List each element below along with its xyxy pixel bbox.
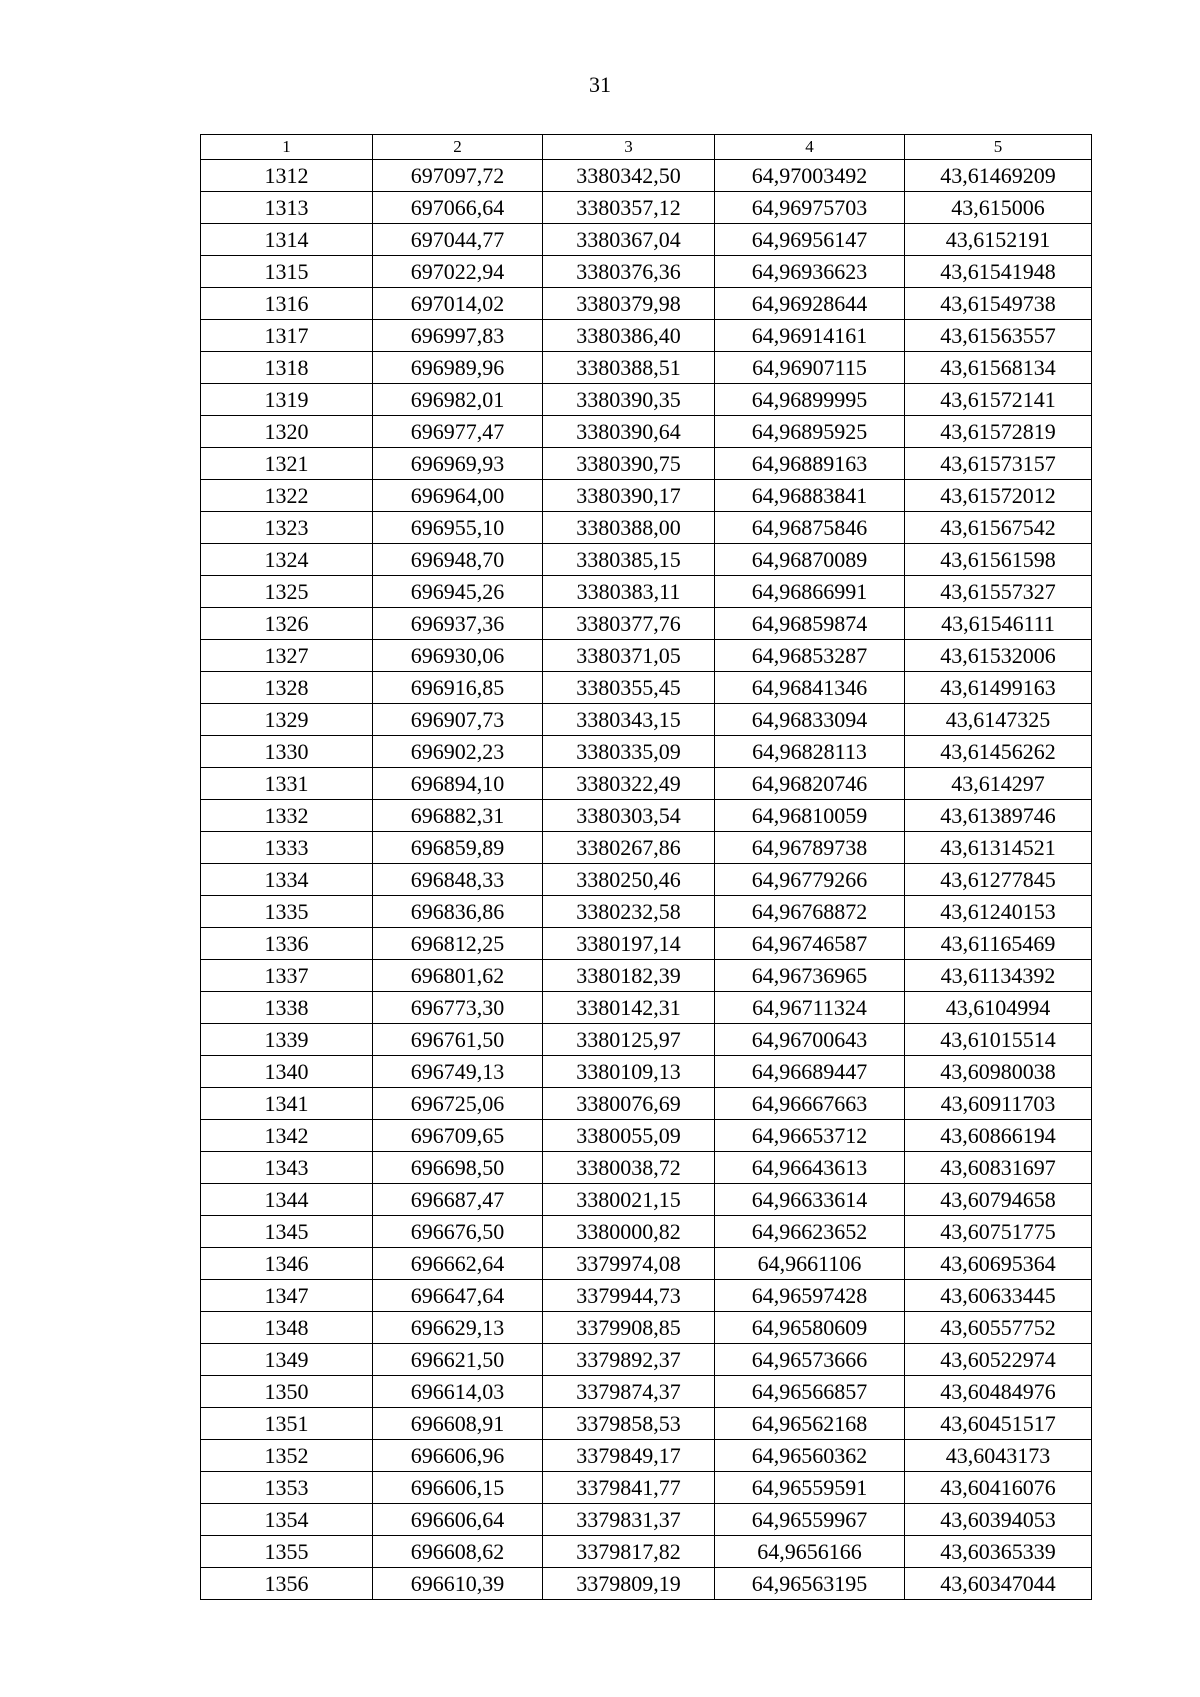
table-row [201, 1152, 1092, 1184]
x-coordinate-cell: 696606,15 [373, 1472, 543, 1504]
coordinates-table [200, 134, 1092, 1600]
latitude-cell: 64,96899995 [715, 384, 905, 416]
longitude-cell: 43,60484976 [905, 1376, 1092, 1408]
longitude-cell: 43,60347044 [905, 1568, 1092, 1600]
y-coordinate-cell: 3380303,54 [543, 800, 715, 832]
latitude-cell: 64,96559591 [715, 1472, 905, 1504]
y-coordinate-cell: 3380021,15 [543, 1184, 715, 1216]
x-coordinate-cell: 696676,50 [373, 1216, 543, 1248]
x-coordinate-cell: 696812,25 [373, 928, 543, 960]
point-number-cell: 1347 [201, 1280, 373, 1312]
y-coordinate-cell: 3380125,97 [543, 1024, 715, 1056]
latitude-cell: 64,96914161 [715, 320, 905, 352]
table-header [201, 135, 1092, 160]
y-coordinate-cell: 3380377,76 [543, 608, 715, 640]
latitude-cell: 64,96736965 [715, 960, 905, 992]
x-coordinate-cell: 696964,00 [373, 480, 543, 512]
point-number-cell: 1345 [201, 1216, 373, 1248]
y-coordinate-cell: 3379831,37 [543, 1504, 715, 1536]
table-row [201, 960, 1092, 992]
table-row [201, 992, 1092, 1024]
y-coordinate-cell: 3379892,37 [543, 1344, 715, 1376]
y-coordinate-cell: 3379874,37 [543, 1376, 715, 1408]
longitude-cell: 43,6104994 [905, 992, 1092, 1024]
point-number-cell: 1319 [201, 384, 373, 416]
point-number-cell: 1320 [201, 416, 373, 448]
latitude-cell: 64,96711324 [715, 992, 905, 1024]
table-row [201, 1056, 1092, 1088]
column-header-3: 3 [543, 135, 715, 160]
longitude-cell: 43,61546111 [905, 608, 1092, 640]
longitude-cell: 43,61557327 [905, 576, 1092, 608]
x-coordinate-cell: 696725,06 [373, 1088, 543, 1120]
table-row [201, 224, 1092, 256]
table-row [201, 448, 1092, 480]
point-number-cell: 1326 [201, 608, 373, 640]
y-coordinate-cell: 3380197,14 [543, 928, 715, 960]
x-coordinate-cell: 696882,31 [373, 800, 543, 832]
x-coordinate-cell: 697022,94 [373, 256, 543, 288]
x-coordinate-cell: 697014,02 [373, 288, 543, 320]
latitude-cell: 64,96870089 [715, 544, 905, 576]
latitude-cell: 64,96820746 [715, 768, 905, 800]
point-number-cell: 1315 [201, 256, 373, 288]
point-number-cell: 1323 [201, 512, 373, 544]
x-coordinate-cell: 697066,64 [373, 192, 543, 224]
column-header-2: 2 [373, 135, 543, 160]
table-row [201, 1440, 1092, 1472]
table-row [201, 800, 1092, 832]
latitude-cell: 64,96810059 [715, 800, 905, 832]
point-number-cell: 1324 [201, 544, 373, 576]
point-number-cell: 1355 [201, 1536, 373, 1568]
longitude-cell: 43,60866194 [905, 1120, 1092, 1152]
x-coordinate-cell: 697044,77 [373, 224, 543, 256]
table-row [201, 1568, 1092, 1600]
longitude-cell: 43,60695364 [905, 1248, 1092, 1280]
x-coordinate-cell: 696989,96 [373, 352, 543, 384]
point-number-cell: 1333 [201, 832, 373, 864]
table-row [201, 256, 1092, 288]
table-row [201, 1216, 1092, 1248]
x-coordinate-cell: 696907,73 [373, 704, 543, 736]
table-row [201, 160, 1092, 192]
table-row [201, 896, 1092, 928]
point-number-cell: 1343 [201, 1152, 373, 1184]
latitude-cell: 64,96563195 [715, 1568, 905, 1600]
y-coordinate-cell: 3379849,17 [543, 1440, 715, 1472]
table-row [201, 832, 1092, 864]
x-coordinate-cell: 696606,64 [373, 1504, 543, 1536]
table-row [201, 1376, 1092, 1408]
y-coordinate-cell: 3380000,82 [543, 1216, 715, 1248]
y-coordinate-cell: 3380390,35 [543, 384, 715, 416]
table-row [201, 320, 1092, 352]
table-row [201, 1088, 1092, 1120]
table-row [201, 1408, 1092, 1440]
table-row [201, 640, 1092, 672]
longitude-cell: 43,614297 [905, 768, 1092, 800]
x-coordinate-cell: 696977,47 [373, 416, 543, 448]
y-coordinate-cell: 3380335,09 [543, 736, 715, 768]
y-coordinate-cell: 3380142,31 [543, 992, 715, 1024]
longitude-cell: 43,60633445 [905, 1280, 1092, 1312]
x-coordinate-cell: 696687,47 [373, 1184, 543, 1216]
y-coordinate-cell: 3380376,36 [543, 256, 715, 288]
y-coordinate-cell: 3380322,49 [543, 768, 715, 800]
y-coordinate-cell: 3380232,58 [543, 896, 715, 928]
x-coordinate-cell: 696997,83 [373, 320, 543, 352]
point-number-cell: 1334 [201, 864, 373, 896]
latitude-cell: 64,9661106 [715, 1248, 905, 1280]
point-number-cell: 1339 [201, 1024, 373, 1056]
point-number-cell: 1331 [201, 768, 373, 800]
longitude-cell: 43,61563557 [905, 320, 1092, 352]
point-number-cell: 1327 [201, 640, 373, 672]
x-coordinate-cell: 696916,85 [373, 672, 543, 704]
longitude-cell: 43,6152191 [905, 224, 1092, 256]
point-number-cell: 1350 [201, 1376, 373, 1408]
longitude-cell: 43,61541948 [905, 256, 1092, 288]
point-number-cell: 1321 [201, 448, 373, 480]
table-body [201, 160, 1092, 1600]
latitude-cell: 64,97003492 [715, 160, 905, 192]
column-header-5: 5 [905, 135, 1092, 160]
table-row [201, 576, 1092, 608]
point-number-cell: 1346 [201, 1248, 373, 1280]
longitude-cell: 43,60751775 [905, 1216, 1092, 1248]
x-coordinate-cell: 696801,62 [373, 960, 543, 992]
point-number-cell: 1336 [201, 928, 373, 960]
latitude-cell: 64,96779266 [715, 864, 905, 896]
column-header-1: 1 [201, 135, 373, 160]
longitude-cell: 43,61567542 [905, 512, 1092, 544]
longitude-cell: 43,61573157 [905, 448, 1092, 480]
table-row [201, 512, 1092, 544]
table-row [201, 192, 1092, 224]
y-coordinate-cell: 3380388,00 [543, 512, 715, 544]
longitude-cell: 43,61499163 [905, 672, 1092, 704]
point-number-cell: 1316 [201, 288, 373, 320]
x-coordinate-cell: 696773,30 [373, 992, 543, 1024]
longitude-cell: 43,61469209 [905, 160, 1092, 192]
y-coordinate-cell: 3380385,15 [543, 544, 715, 576]
point-number-cell: 1312 [201, 160, 373, 192]
x-coordinate-cell: 696647,64 [373, 1280, 543, 1312]
table-row [201, 928, 1092, 960]
latitude-cell: 64,96789738 [715, 832, 905, 864]
x-coordinate-cell: 696761,50 [373, 1024, 543, 1056]
y-coordinate-cell: 3380357,12 [543, 192, 715, 224]
longitude-cell: 43,615006 [905, 192, 1092, 224]
table-row [201, 672, 1092, 704]
x-coordinate-cell: 696937,36 [373, 608, 543, 640]
point-number-cell: 1335 [201, 896, 373, 928]
latitude-cell: 64,96700643 [715, 1024, 905, 1056]
point-number-cell: 1313 [201, 192, 373, 224]
latitude-cell: 64,96643613 [715, 1152, 905, 1184]
y-coordinate-cell: 3380250,46 [543, 864, 715, 896]
latitude-cell: 64,96859874 [715, 608, 905, 640]
latitude-cell: 64,96566857 [715, 1376, 905, 1408]
latitude-cell: 64,96883841 [715, 480, 905, 512]
longitude-cell: 43,61456262 [905, 736, 1092, 768]
table-row [201, 1312, 1092, 1344]
table-row [201, 704, 1092, 736]
longitude-cell: 43,61532006 [905, 640, 1092, 672]
point-number-cell: 1340 [201, 1056, 373, 1088]
x-coordinate-cell: 696709,65 [373, 1120, 543, 1152]
y-coordinate-cell: 3379974,08 [543, 1248, 715, 1280]
longitude-cell: 43,61389746 [905, 800, 1092, 832]
y-coordinate-cell: 3380388,51 [543, 352, 715, 384]
point-number-cell: 1349 [201, 1344, 373, 1376]
longitude-cell: 43,60831697 [905, 1152, 1092, 1184]
table-row [201, 1184, 1092, 1216]
x-coordinate-cell: 697097,72 [373, 160, 543, 192]
longitude-cell: 43,61314521 [905, 832, 1092, 864]
y-coordinate-cell: 3380109,13 [543, 1056, 715, 1088]
x-coordinate-cell: 696969,93 [373, 448, 543, 480]
y-coordinate-cell: 3380076,69 [543, 1088, 715, 1120]
longitude-cell: 43,61165469 [905, 928, 1092, 960]
point-number-cell: 1354 [201, 1504, 373, 1536]
longitude-cell: 43,61277845 [905, 864, 1092, 896]
longitude-cell: 43,61561598 [905, 544, 1092, 576]
point-number-cell: 1314 [201, 224, 373, 256]
table-row [201, 736, 1092, 768]
latitude-cell: 64,96828113 [715, 736, 905, 768]
table-row [201, 1536, 1092, 1568]
latitude-cell: 64,96956147 [715, 224, 905, 256]
latitude-cell: 64,96667663 [715, 1088, 905, 1120]
table-row [201, 352, 1092, 384]
x-coordinate-cell: 696614,03 [373, 1376, 543, 1408]
table-row [201, 864, 1092, 896]
longitude-cell: 43,6147325 [905, 704, 1092, 736]
point-number-cell: 1348 [201, 1312, 373, 1344]
y-coordinate-cell: 3380355,45 [543, 672, 715, 704]
point-number-cell: 1330 [201, 736, 373, 768]
point-number-cell: 1341 [201, 1088, 373, 1120]
point-number-cell: 1342 [201, 1120, 373, 1152]
latitude-cell: 64,96895925 [715, 416, 905, 448]
longitude-cell: 43,61015514 [905, 1024, 1092, 1056]
longitude-cell: 43,60451517 [905, 1408, 1092, 1440]
latitude-cell: 64,96768872 [715, 896, 905, 928]
point-number-cell: 1353 [201, 1472, 373, 1504]
x-coordinate-cell: 696662,64 [373, 1248, 543, 1280]
table-row [201, 1280, 1092, 1312]
table-row [201, 1120, 1092, 1152]
latitude-cell: 64,96573666 [715, 1344, 905, 1376]
longitude-cell: 43,60365339 [905, 1536, 1092, 1568]
x-coordinate-cell: 696955,10 [373, 512, 543, 544]
table-row [201, 1504, 1092, 1536]
y-coordinate-cell: 3380367,04 [543, 224, 715, 256]
table-row [201, 480, 1092, 512]
latitude-cell: 64,96841346 [715, 672, 905, 704]
x-coordinate-cell: 696608,62 [373, 1536, 543, 1568]
point-number-cell: 1322 [201, 480, 373, 512]
x-coordinate-cell: 696621,50 [373, 1344, 543, 1376]
table-row [201, 1344, 1092, 1376]
table-row [201, 416, 1092, 448]
y-coordinate-cell: 3379841,77 [543, 1472, 715, 1504]
table-row [201, 768, 1092, 800]
x-coordinate-cell: 696930,06 [373, 640, 543, 672]
point-number-cell: 1337 [201, 960, 373, 992]
longitude-cell: 43,60794658 [905, 1184, 1092, 1216]
x-coordinate-cell: 696894,10 [373, 768, 543, 800]
point-number-cell: 1351 [201, 1408, 373, 1440]
y-coordinate-cell: 3380383,11 [543, 576, 715, 608]
y-coordinate-cell: 3380390,75 [543, 448, 715, 480]
longitude-cell: 43,61134392 [905, 960, 1092, 992]
point-number-cell: 1344 [201, 1184, 373, 1216]
y-coordinate-cell: 3380055,09 [543, 1120, 715, 1152]
table-row [201, 384, 1092, 416]
table-row [201, 288, 1092, 320]
y-coordinate-cell: 3380386,40 [543, 320, 715, 352]
y-coordinate-cell: 3379858,53 [543, 1408, 715, 1440]
y-coordinate-cell: 3379944,73 [543, 1280, 715, 1312]
y-coordinate-cell: 3380038,72 [543, 1152, 715, 1184]
y-coordinate-cell: 3379908,85 [543, 1312, 715, 1344]
x-coordinate-cell: 696610,39 [373, 1568, 543, 1600]
x-coordinate-cell: 696836,86 [373, 896, 543, 928]
latitude-cell: 64,96975703 [715, 192, 905, 224]
longitude-cell: 43,60911703 [905, 1088, 1092, 1120]
point-number-cell: 1318 [201, 352, 373, 384]
latitude-cell: 64,96889163 [715, 448, 905, 480]
point-number-cell: 1338 [201, 992, 373, 1024]
latitude-cell: 64,96580609 [715, 1312, 905, 1344]
point-number-cell: 1332 [201, 800, 373, 832]
y-coordinate-cell: 3380267,86 [543, 832, 715, 864]
longitude-cell: 43,60557752 [905, 1312, 1092, 1344]
latitude-cell: 64,96633614 [715, 1184, 905, 1216]
point-number-cell: 1352 [201, 1440, 373, 1472]
longitude-cell: 43,61568134 [905, 352, 1092, 384]
latitude-cell: 64,96833094 [715, 704, 905, 736]
latitude-cell: 64,96875846 [715, 512, 905, 544]
point-number-cell: 1356 [201, 1568, 373, 1600]
longitude-cell: 43,60416076 [905, 1472, 1092, 1504]
y-coordinate-cell: 3379817,82 [543, 1536, 715, 1568]
x-coordinate-cell: 696698,50 [373, 1152, 543, 1184]
latitude-cell: 64,9656166 [715, 1536, 905, 1568]
latitude-cell: 64,96653712 [715, 1120, 905, 1152]
longitude-cell: 43,60980038 [905, 1056, 1092, 1088]
latitude-cell: 64,96866991 [715, 576, 905, 608]
x-coordinate-cell: 696945,26 [373, 576, 543, 608]
x-coordinate-cell: 696606,96 [373, 1440, 543, 1472]
y-coordinate-cell: 3380379,98 [543, 288, 715, 320]
x-coordinate-cell: 696608,91 [373, 1408, 543, 1440]
longitude-cell: 43,61240153 [905, 896, 1092, 928]
y-coordinate-cell: 3379809,19 [543, 1568, 715, 1600]
latitude-cell: 64,96689447 [715, 1056, 905, 1088]
longitude-cell: 43,60522974 [905, 1344, 1092, 1376]
longitude-cell: 43,61572012 [905, 480, 1092, 512]
y-coordinate-cell: 3380343,15 [543, 704, 715, 736]
point-number-cell: 1325 [201, 576, 373, 608]
page-number: 31 [589, 72, 611, 97]
y-coordinate-cell: 3380390,17 [543, 480, 715, 512]
latitude-cell: 64,96746587 [715, 928, 905, 960]
x-coordinate-cell: 696749,13 [373, 1056, 543, 1088]
latitude-cell: 64,96853287 [715, 640, 905, 672]
y-coordinate-cell: 3380371,05 [543, 640, 715, 672]
header-row [201, 135, 1092, 160]
x-coordinate-cell: 696859,89 [373, 832, 543, 864]
table-row [201, 544, 1092, 576]
table-row [201, 1472, 1092, 1504]
x-coordinate-cell: 696629,13 [373, 1312, 543, 1344]
column-header-4: 4 [715, 135, 905, 160]
y-coordinate-cell: 3380182,39 [543, 960, 715, 992]
longitude-cell: 43,6043173 [905, 1440, 1092, 1472]
longitude-cell: 43,61572819 [905, 416, 1092, 448]
longitude-cell: 43,61572141 [905, 384, 1092, 416]
longitude-cell: 43,61549738 [905, 288, 1092, 320]
y-coordinate-cell: 3380390,64 [543, 416, 715, 448]
latitude-cell: 64,96907115 [715, 352, 905, 384]
point-number-cell: 1317 [201, 320, 373, 352]
x-coordinate-cell: 696948,70 [373, 544, 543, 576]
x-coordinate-cell: 696982,01 [373, 384, 543, 416]
y-coordinate-cell: 3380342,50 [543, 160, 715, 192]
latitude-cell: 64,96936623 [715, 256, 905, 288]
latitude-cell: 64,96928644 [715, 288, 905, 320]
x-coordinate-cell: 696848,33 [373, 864, 543, 896]
table-row [201, 608, 1092, 640]
point-number-cell: 1329 [201, 704, 373, 736]
longitude-cell: 43,60394053 [905, 1504, 1092, 1536]
x-coordinate-cell: 696902,23 [373, 736, 543, 768]
latitude-cell: 64,96597428 [715, 1280, 905, 1312]
table-row [201, 1024, 1092, 1056]
latitude-cell: 64,96560362 [715, 1440, 905, 1472]
point-number-cell: 1328 [201, 672, 373, 704]
latitude-cell: 64,96559967 [715, 1504, 905, 1536]
table-row [201, 1248, 1092, 1280]
latitude-cell: 64,96623652 [715, 1216, 905, 1248]
latitude-cell: 64,96562168 [715, 1408, 905, 1440]
